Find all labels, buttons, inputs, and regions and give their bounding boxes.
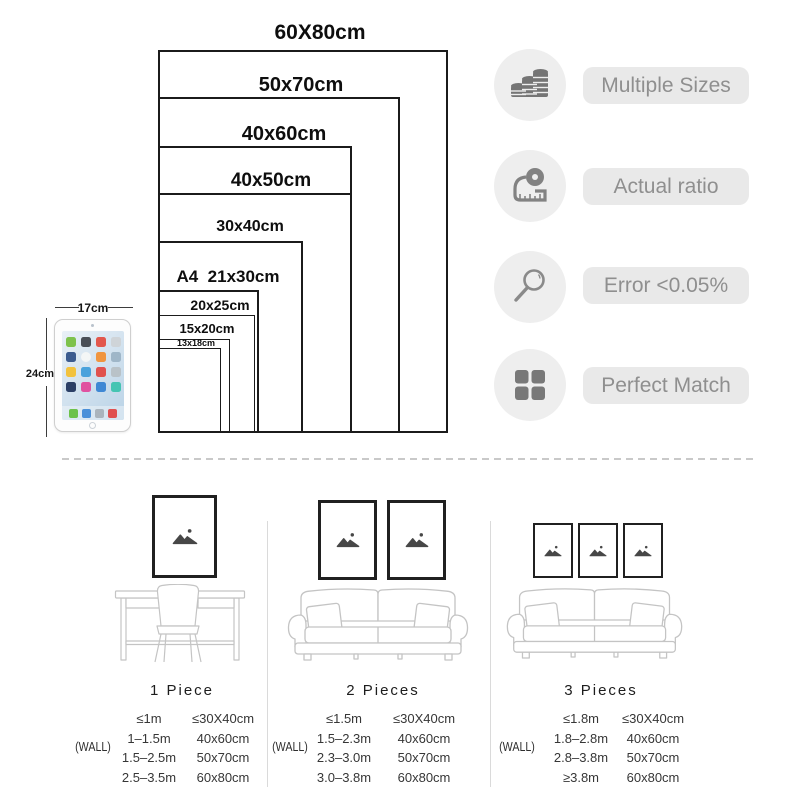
wall-range: 1.8–2.8m xyxy=(553,730,609,746)
size-table-3-pieces xyxy=(549,709,693,787)
scene-title-2-pieces: 2 Pieces xyxy=(346,682,420,699)
tablet-height-label: 24cm xyxy=(25,368,55,380)
table-row xyxy=(117,729,263,749)
tape-measure-icon xyxy=(509,165,551,207)
wall-label: (WALL) xyxy=(272,739,308,754)
table-row xyxy=(312,768,464,788)
tablet-app-icons xyxy=(62,331,124,392)
scene-divider-2 xyxy=(490,521,491,787)
recommended-size: 60x80cm xyxy=(196,769,250,785)
scene-divider-1 xyxy=(267,521,268,787)
feature-label: Perfect Match xyxy=(601,373,731,397)
wall-range: ≤1.8m xyxy=(562,711,600,726)
tablet-screen xyxy=(62,331,124,420)
wall-label: (WALL) xyxy=(75,739,111,754)
image-placeholder-icon xyxy=(172,528,198,545)
size-label-20x25: 20x25cm xyxy=(190,297,250,313)
image-placeholder-icon xyxy=(589,545,607,557)
table-row xyxy=(312,709,464,729)
feature-pill-error xyxy=(583,267,749,304)
size-label-40x60: 40x60cm xyxy=(241,123,327,145)
desk-and-chair-art xyxy=(114,584,246,664)
grid-icon xyxy=(510,365,550,405)
table-row xyxy=(117,709,263,729)
poster-frame xyxy=(152,495,217,578)
tablet-scale-reference xyxy=(54,319,131,432)
size-label-15x20: 15x20cm xyxy=(179,321,235,336)
height-measure-line-bottom xyxy=(46,386,47,437)
recommended-size: 40x60cm xyxy=(397,730,451,746)
size-table-2-pieces xyxy=(312,709,464,787)
recommended-size: 40x60cm xyxy=(196,730,250,746)
wall-range: 1–1.5m xyxy=(127,730,171,746)
recommended-size: 50x70cm xyxy=(196,750,250,765)
tablet-home-button xyxy=(89,422,96,429)
feature-pill-multiple-sizes xyxy=(583,67,749,104)
feature-pill-actual-ratio xyxy=(583,168,749,205)
feature-badge-actual-ratio xyxy=(494,150,566,222)
poster-frame xyxy=(533,523,573,578)
feature-pill-perfect-match xyxy=(583,367,749,404)
recommended-size: 60x80cm xyxy=(626,769,680,785)
recommended-size: ≤30X40cm xyxy=(191,711,255,726)
coins-icon xyxy=(509,64,551,106)
wall-range: ≤1m xyxy=(136,711,162,726)
feature-badge-error xyxy=(494,251,566,323)
wall-range: ≥3.8m xyxy=(562,769,600,785)
feature-badge-perfect-match xyxy=(494,349,566,421)
scene-title-1-piece: 1 Piece xyxy=(149,682,215,699)
magnifier-icon xyxy=(509,266,551,308)
table-row xyxy=(312,748,464,768)
feature-label: Actual ratio xyxy=(613,174,719,198)
recommended-size: ≤30X40cm xyxy=(392,711,456,726)
recommended-size: 60x80cm xyxy=(397,769,451,785)
wall-range: 1.5–2.3m xyxy=(316,730,372,746)
poster-frame xyxy=(578,523,618,578)
wall-range: ≤1.5m xyxy=(325,711,363,726)
wall-range: 2.5–3.5m xyxy=(121,769,177,785)
size-label-30x40: 30x40cm xyxy=(216,218,284,235)
table-row xyxy=(549,709,693,729)
size-label-13x18: 13x18cm xyxy=(176,338,216,348)
recommended-size: 40x60cm xyxy=(626,730,680,746)
poster-frame xyxy=(318,500,377,580)
sofa-art xyxy=(502,585,689,659)
image-placeholder-icon xyxy=(544,545,562,557)
table-row xyxy=(312,729,464,749)
height-measure-line-top xyxy=(46,318,47,370)
dashed-divider xyxy=(62,458,758,460)
recommended-size: 50x70cm xyxy=(397,750,451,765)
poster-frame xyxy=(623,523,663,578)
width-measure-line-left xyxy=(55,307,79,308)
wall-range: 2.8–3.8m xyxy=(553,750,609,765)
table-row xyxy=(549,768,693,788)
recommended-size: 50x70cm xyxy=(626,750,680,765)
scene-title-3-pieces: 3 Pieces xyxy=(564,682,638,699)
table-row xyxy=(117,748,263,768)
feature-badge-multiple-sizes xyxy=(494,49,566,121)
recommended-size: ≤30X40cm xyxy=(621,711,685,726)
tablet-dock xyxy=(62,406,124,420)
feature-label: Error <0.05% xyxy=(603,273,729,297)
size-label-a4: A4 21x30cm xyxy=(176,267,280,286)
image-placeholder-icon xyxy=(634,545,652,557)
wall-range: 1.5–2.5m xyxy=(121,750,177,765)
table-row xyxy=(117,768,263,788)
size-label-50x70: 50x70cm xyxy=(258,74,344,96)
wall-label: (WALL) xyxy=(499,739,535,754)
table-row xyxy=(549,729,693,749)
size-table-1-piece xyxy=(117,709,263,787)
tablet-camera-dot xyxy=(91,324,94,327)
poster-frame xyxy=(387,500,446,580)
image-placeholder-icon xyxy=(405,532,429,548)
sofa-art xyxy=(286,584,472,662)
wall-range: 3.0–3.8m xyxy=(316,769,372,785)
size-label-40x50: 40x50cm xyxy=(230,170,312,191)
width-measure-line-right xyxy=(108,307,133,308)
table-row xyxy=(549,748,693,768)
size-comparison-chart xyxy=(158,50,448,433)
image-placeholder-icon xyxy=(336,532,360,548)
tablet-width-label: 17cm xyxy=(77,301,109,315)
size-label-60x80: 60X80cm xyxy=(274,21,366,44)
wall-range: 2.3–3.0m xyxy=(316,750,372,765)
feature-label: Multiple Sizes xyxy=(601,73,731,97)
size-rect-13x18 xyxy=(158,348,221,433)
